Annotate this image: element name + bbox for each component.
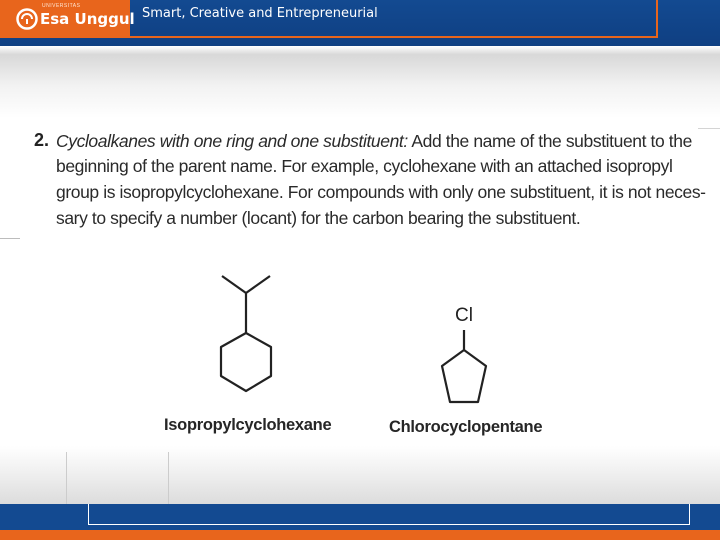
- paragraph-line-3: group is isopropylcyclohexane. For compounds with only one substituent, it is not neces-: [56, 182, 706, 202]
- fold-line: [66, 452, 67, 504]
- content-shade-bottom: [0, 446, 720, 504]
- footer-stripe: [0, 530, 720, 540]
- fold-line: [168, 452, 169, 504]
- paragraph-line-4: sary to specify a number (locant) for the carbon bearing the substituent.: [56, 208, 581, 228]
- isopropylcyclohexane-label: Isopropylcyclohexane: [164, 416, 332, 434]
- chlorocyclopentane-structure: [442, 330, 486, 402]
- paragraph-line-2: beginning of the parent name. For example, cyclohexane with an attached isopropyl: [56, 156, 673, 176]
- rule-heading: Cycloalkanes with one ring and one substituent:: [56, 131, 408, 151]
- logo-subtitle: UNIVERSITAS: [42, 3, 81, 9]
- rule-number: 2.: [34, 130, 50, 150]
- isopropylcyclohexane-structure: [221, 276, 271, 391]
- paragraph-line-1-rest: Add the name of the substituent to the: [407, 131, 692, 151]
- tagline: Smart, Creative and Entrepreneurial: [142, 6, 378, 21]
- chlorine-label: Cl: [455, 305, 473, 326]
- chlorocyclopentane-label: Chlorocyclopentane: [389, 418, 543, 436]
- logo-text: Esa Unggul: [40, 10, 135, 28]
- footer-frame: [88, 504, 690, 525]
